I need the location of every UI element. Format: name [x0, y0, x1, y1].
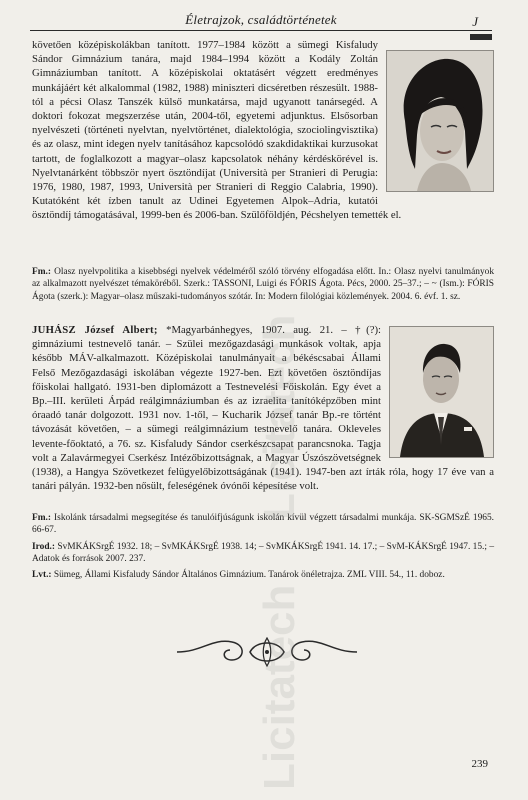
watermark-text-lower: Licitatech: [255, 584, 304, 790]
entry1-fm-text: Olasz nyelvpolitika a kisebbségi nyelvek védelméről szóló törvény elfogadása előtt. In.: Olasz nyelvi tanulmányok az alkalmazott nyelvészet témaköréből. Szerk.: TASSONI, Luigi és FÓRIS Ágota. Pécs, 2000. 25–37.; – ~ (Ism.): FÓRIS Ágota (szerk.): Magyar–olasz műszaki-tudományos szótár. In: Modern filológiai közlemények. 2004. 6. évf. 1. sz.: [32, 267, 495, 302]
entry2-irod-text: SvMKÁKSrgÉ 1932. 18; – SvMKÁKSrgÉ 1938. 14; – SvMKÁKSrgÉ 1941. 14. 17.; – SvM-KÁKSrgÉ 1947. 15.; – Adatok és források 2007. 237.: [32, 542, 495, 565]
page-number: 239: [471, 758, 488, 770]
decorative-ornament-icon: [172, 632, 362, 672]
entry1-works: [32, 266, 494, 303]
running-header-title: Életrajzok, családtörténetek: [185, 12, 337, 27]
entry2-works: [32, 512, 494, 537]
entry2-lvt-text: Sümeg, Állami Kisfaludy Sándor Általános Gimnázium. Tanárok önéletrajza. ZML VIII. 54., 11. doboz.: [53, 570, 445, 580]
running-header: [30, 8, 492, 31]
entry2-lvt-label: Lvt.:: [32, 570, 52, 580]
entry2-archives: [32, 569, 494, 581]
watermark-text: Licitatech: [255, 314, 304, 520]
entry1-fm-label: Fm.:: [32, 267, 52, 277]
entry-continuation: [32, 38, 494, 223]
portrait-woman-image: [387, 51, 493, 191]
entry1-paragraph: követően középiskolákban tanított. 1977–1984 között a sümegi Kisfaludy Sándor Gimnázium tanára, majd 1984–1994 között a Kodály Zoltán Gimnáziumban tanított. A középiskolai oktatásért végzett eredményes munkájáért két alkalommal (1982, 1988) miniszteri dicséretben részesült. 1988-tól a pécsi Olasz Tanszék külső munkatársa, majd ugyanott tanársegéd. A doktori fokozat megszerzése után, 2004-től, egyetemi adjunktus. Elsősorban nyelvészeti (történeti nyelvtan, nyelvtörténet, dialektológia, szociolingvisztika) és az olasz, mint idegen nyelv tanításához kapcsolódó szakdidaktikai kurzusokat tartott, de foglalkozott a magyar–olasz kapcsolatok néhány kérdéskörével is. Nyelvtanárként többször nyert ösztöndíjat (Università per Stranieri di Perugia: 1976, 1980, 1987, 1993, Università per Stranieri di Reggio Calabria, 1990). Kutatóként két ízben tanult az Udinei Egyetemen Alpok–Adria, kutatói ösztöndíj támogatásával, 1999-ben és 2006-ban. Szülőföldjén, Pécshelyen temették el.: [32, 39, 402, 222]
portrait-photo-woman: [386, 50, 494, 192]
entry-juhasz: [32, 323, 494, 493]
entry2-fm-text: Iskolánk társadalmi megsegítése és tanulóifjúságunk iskolán kívül végzett társadalmi munkája. SK-SGMSzÉ 1965. 66-67.: [32, 513, 495, 536]
portrait-photo-man: [389, 326, 494, 458]
section-letter: J: [472, 14, 478, 29]
portrait-man-image: [390, 327, 493, 457]
entry2-fm-label: Fm.:: [32, 513, 52, 523]
entry2-literature: [32, 541, 494, 566]
entry2-text: *Magyarbánhegyes, 1907. aug. 21. – †(?): gimnáziumi testnevelő tanár. – Szülei mezőgazdasági munkások voltak, apja később MÁV-alkalmazott. Középiskolai tanulmányait a békéscsabai Állami Felső Mezőgazdasági iskolában végezte 1927-ben. Ezt követően ösztöndíjas főiskolai hallgató. 1931-ben diplomázott a Testnevelési Főiskolán. Egy évet a Bp.–III. kerületi Árpád reálgimnáziumban és az izraelita tanítóképzőben mint óraadó tanár dolgozott. 1931 nov. 1-től, – Kucharik József tanár Bp.-re történt távozását követően, – a sümegi reálgimnázium testnevelő tanára. Okleveles levente-főoktató, a 76. sz. Kisfaludy Sándor cserkészcsapat parancsnoka. Tagja volt a Zalavármegyei Cserkész Intézőbizottságnak, a Magyar Úszószövetségnek (1938), a Hangya Szövetkezet felügyelőbizottságának (1941). 1947-ben azt írták róla, hogy 17 éve van a tanári pályán. 1932-ben nősült, feleségének óvónői képesítése volt.: [32, 324, 494, 493]
entry2-name: JUHÁSZ József Albert;: [32, 324, 158, 336]
entry2-irod-label: Irod.:: [32, 542, 56, 552]
